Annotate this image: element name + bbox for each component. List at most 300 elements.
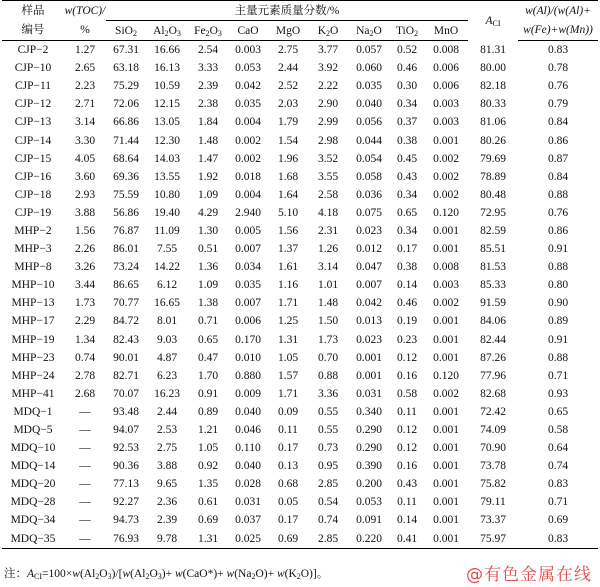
table-cell: 1.64 — [277, 188, 299, 201]
table-cell: 72.95 — [480, 206, 506, 219]
table-cell: 0.65 — [396, 206, 418, 219]
header-oxide: $Na_2O$ — [348, 21, 390, 41]
table-cell: 0.010 — [235, 351, 261, 364]
table-cell: 10.80 — [154, 188, 180, 201]
table-cell: — — [79, 496, 91, 509]
sample-id: CJP−13 — [14, 116, 52, 129]
table-cell: 0.013 — [356, 315, 382, 328]
table-row — [2, 186, 598, 204]
table-cell: 1.92 — [197, 170, 219, 183]
table-note: 注：$A_{CI}=100\times w(Al_2O_3)/[w(Al_2O_3)+ w(CaO*)+ w(Na_2O)+ w(K_2O)]$。 — [4, 568, 329, 581]
table-cell: 70.90 — [480, 442, 506, 455]
table-cell: 80.33 — [480, 98, 506, 111]
table-cell: 0.46 — [396, 62, 418, 75]
table-cell: 2.03 — [277, 98, 299, 111]
table-cell: 67.31 — [113, 44, 139, 57]
table-cell: 0.001 — [433, 243, 459, 256]
table-cell: 0.001 — [356, 369, 382, 382]
table-cell: — — [64, 530, 106, 549]
table-cell: 1.71 — [277, 297, 299, 310]
table-cell: 1.68 — [277, 170, 299, 183]
table-cell: 66.86 — [113, 116, 139, 129]
table-cell: 0.43 — [396, 478, 418, 491]
table-cell: 0.19 — [396, 315, 418, 328]
table-cell: 0.040 — [235, 405, 261, 418]
table-cell: 0.003 — [433, 98, 459, 111]
table-cell: 3.14 — [74, 116, 96, 129]
table-row — [2, 204, 598, 222]
table-cell: 0.008 — [433, 44, 459, 57]
table-cell: 16.23 — [154, 387, 180, 400]
table-cell: 0.007 — [235, 243, 261, 256]
table-cell: 0.74 — [317, 514, 339, 527]
table-cell: 0.51 — [197, 243, 219, 256]
header-ratio-2: w(Fe)+w(Mn)) — [518, 21, 598, 41]
table-cell: 2.68 — [74, 387, 96, 400]
table-cell: 1.61 — [277, 261, 299, 274]
table-cell: 8.01 — [156, 315, 178, 328]
table-cell: 0.007 — [235, 297, 261, 310]
table-cell: 70.77 — [113, 297, 139, 310]
table-cell: 0.054 — [356, 152, 382, 165]
table-cell: 0.340 — [356, 405, 382, 418]
table-cell: 0.58 — [547, 424, 569, 437]
sample-id: MDQ−20 — [10, 478, 56, 491]
table-cell: 72.42 — [480, 405, 506, 418]
table-cell: 81.31 — [480, 43, 506, 56]
table-cell: 0.023 — [356, 224, 382, 237]
table-cell: 3.30 — [74, 134, 96, 147]
table-cell: 73.37 — [480, 514, 506, 527]
table-cell: 5.10 — [277, 206, 299, 219]
table-cell: 0.52 — [396, 44, 418, 57]
table-cell: 0.71 — [197, 315, 219, 328]
table-row — [2, 150, 598, 168]
table-cell: 0.220 — [348, 530, 390, 549]
table-cell: 0.46 — [396, 297, 418, 310]
table-cell: 75.59 — [113, 188, 139, 201]
table-row — [2, 530, 598, 549]
table-cell: 2.65 — [74, 62, 96, 75]
table-cell: 0.88 — [547, 351, 569, 364]
table-cell: 1.54 — [277, 134, 299, 147]
table-cell: 9.03 — [156, 333, 178, 346]
table-cell: 2.31 — [317, 224, 339, 237]
header-oxide: MgO — [268, 21, 308, 41]
sample-id: MDQ−34 — [10, 514, 56, 527]
header-toc-unit: % — [64, 21, 106, 41]
table-cell: 0.93 — [547, 387, 569, 400]
table-cell: 0.002 — [433, 297, 459, 310]
table-cell: — — [79, 460, 91, 473]
header-oxide: $Al_2O_3$ — [146, 21, 188, 41]
table-cell: 94.07 — [113, 424, 139, 437]
table-cell: 80.00 — [480, 62, 506, 75]
table-cell: 1.48 — [197, 134, 219, 147]
table-row — [2, 312, 598, 330]
table-cell: 2.44 — [156, 405, 178, 418]
table-cell: 0.14 — [396, 514, 418, 527]
table-cell: 1.73 — [317, 333, 339, 346]
table-cell: 0.053 — [235, 62, 261, 75]
table-cell: 0.035 — [356, 80, 382, 93]
table-cell: 1.84 — [197, 116, 219, 129]
table-cell: 3.14 — [317, 261, 339, 274]
table-cell: 1.05 — [197, 442, 219, 455]
table-cell: 1.16 — [277, 279, 299, 292]
table-cell: 0.64 — [547, 442, 569, 455]
table-cell: — — [79, 478, 91, 491]
table-cell: 0.053 — [356, 496, 382, 509]
table-cell: 0.17 — [277, 442, 299, 455]
table-cell: 0.41 — [390, 530, 424, 549]
table-cell: 0.002 — [235, 152, 261, 165]
table-cell: 2.75 — [156, 442, 178, 455]
table-cell: 0.37 — [396, 116, 418, 129]
table-cell: 2.75 — [277, 44, 299, 57]
table-cell: 72.06 — [113, 98, 139, 111]
table-cell: 1.56 — [277, 224, 299, 237]
table-cell: 63.18 — [113, 62, 139, 75]
header-aci: $A_{CI}$ — [468, 1, 518, 41]
sample-id: CJP−2 — [17, 44, 49, 57]
sample-id: CJP−19 — [14, 206, 52, 219]
table-cell: 0.68 — [277, 478, 299, 491]
table-cell: 0.034 — [235, 261, 261, 274]
table-cell: 0.002 — [235, 134, 261, 147]
table-cell: 0.88 — [547, 261, 569, 274]
table-cell: 85.51 — [480, 243, 506, 256]
table-cell: 0.002 — [433, 387, 459, 400]
table-cell: 0.17 — [396, 243, 418, 256]
table-cell: 0.001 — [433, 315, 459, 328]
table-cell: 84.72 — [113, 315, 139, 328]
sample-id: MHP−8 — [14, 261, 52, 274]
table-cell: 2.93 — [74, 188, 96, 201]
table-row — [2, 439, 598, 457]
table-cell: 9.65 — [156, 478, 178, 491]
header-oxide: TiO$_2$ — [390, 21, 424, 41]
table-cell: 0.88 — [547, 188, 569, 201]
table-cell: 0.55 — [317, 405, 339, 418]
table-cell: 0.031 — [235, 496, 261, 509]
table-row — [2, 168, 598, 186]
table-cell: 0.84 — [547, 116, 569, 129]
table-cell: 0.001 — [433, 460, 459, 473]
table-cell: 94.73 — [113, 514, 139, 527]
table-row — [2, 258, 598, 276]
table-cell: 3.33 — [197, 62, 219, 75]
table-cell: 1.56 — [74, 224, 96, 237]
table-cell: 0.34 — [396, 188, 418, 201]
table-cell: 80.48 — [480, 188, 506, 201]
sample-id: MDQ−14 — [10, 460, 56, 473]
header-major-elements: 主量元素质量分数/% — [106, 1, 468, 21]
table-cell: 0.86 — [547, 224, 569, 237]
table-cell: 0.13 — [277, 460, 299, 473]
table-cell: 2.38 — [197, 98, 219, 111]
table-cell: 0.87 — [547, 152, 569, 165]
table-cell: 1.09 — [197, 188, 219, 201]
table-cell: 79.69 — [480, 152, 506, 165]
table-cell: 0.005 — [235, 224, 261, 237]
table-cell: 0.45 — [396, 152, 418, 165]
table-cell: 0.031 — [356, 387, 382, 400]
table-cell: 0.71 — [547, 496, 569, 509]
header-oxide: $Fe_2O_3$ — [188, 21, 228, 41]
sample-id: CJP−12 — [14, 98, 52, 111]
table-cell: 1.50 — [317, 315, 339, 328]
table-row — [2, 385, 598, 403]
table-cell: 0.001 — [433, 224, 459, 237]
table-cell: 0.057 — [356, 44, 382, 57]
table-cell: 12.15 — [154, 98, 180, 111]
sample-id: MDQ−5 — [13, 424, 53, 437]
table-cell: 76.93 — [106, 530, 146, 549]
table-body — [2, 41, 598, 549]
table-cell: 0.09 — [277, 405, 299, 418]
table-cell: 1.34 — [74, 333, 96, 346]
table-cell: 0.61 — [197, 496, 219, 509]
sample-id: MHP−41 — [11, 387, 55, 400]
table-row — [2, 493, 598, 511]
table-cell: 0.044 — [356, 134, 382, 147]
table-cell: 0.200 — [356, 478, 382, 491]
table-cell: 0.11 — [397, 405, 417, 418]
table-cell: 73.78 — [480, 460, 506, 473]
table-cell: 3.92 — [317, 62, 339, 75]
table-cell: 4.29 — [197, 206, 219, 219]
table-cell: 0.075 — [356, 206, 382, 219]
table-cell: 0.55 — [317, 424, 339, 437]
table-cell: 0.12 — [396, 442, 418, 455]
table-cell: 0.042 — [356, 297, 382, 310]
table-cell: 0.120 — [433, 369, 459, 382]
table-cell: 3.36 — [317, 387, 339, 400]
table-cell: 2.39 — [197, 80, 219, 93]
table-cell: — — [79, 514, 91, 527]
sample-id: MDQ−1 — [13, 405, 53, 418]
table-cell: 73.24 — [113, 261, 139, 274]
table-row — [2, 41, 598, 60]
table-row — [2, 349, 598, 367]
table-cell: 81.06 — [480, 116, 506, 129]
table-cell: 1.37 — [277, 243, 299, 256]
table-cell: 4.18 — [317, 206, 339, 219]
sample-id: MDQ−35 — [2, 530, 64, 549]
sample-id: MDQ−28 — [10, 496, 56, 509]
table-cell: 1.26 — [317, 243, 339, 256]
header-sample-2: 编号 — [2, 21, 64, 41]
table-cell: 1.31 — [277, 333, 299, 346]
table-cell: 0.023 — [356, 333, 382, 346]
table-cell: 0.040 — [235, 460, 261, 473]
table-cell: 0.76 — [547, 80, 569, 93]
table-cell: 0.78 — [547, 62, 569, 75]
table-cell: 1.31 — [188, 530, 228, 549]
table-cell: 3.44 — [74, 279, 96, 292]
table-cell: 90.36 — [113, 460, 139, 473]
table-cell: 0.05 — [277, 496, 299, 509]
table-cell: 0.11 — [397, 496, 417, 509]
table-cell: 1.35 — [197, 478, 219, 491]
table-cell: 86.65 — [113, 279, 139, 292]
table-cell: 0.30 — [396, 80, 418, 93]
table-cell: 0.12 — [396, 351, 418, 364]
table-cell: 16.13 — [154, 62, 180, 75]
sample-id: MHP−3 — [14, 243, 52, 256]
table-cell: 82.43 — [113, 333, 139, 346]
table-cell: 1.48 — [317, 297, 339, 310]
table-cell: 0.002 — [433, 188, 459, 201]
table-row — [2, 222, 598, 240]
table-cell: 6.12 — [156, 279, 178, 292]
table-cell: 2.52 — [277, 80, 299, 93]
table-cell: 91.59 — [480, 297, 506, 310]
table-cell: 2.36 — [156, 496, 178, 509]
table-cell: 0.006 — [433, 62, 459, 75]
table-cell: 0.17 — [277, 514, 299, 527]
table-cell: 3.55 — [317, 170, 339, 183]
table-cell: 0.38 — [396, 261, 418, 274]
header-oxide: $K_2O$ — [308, 21, 348, 41]
table-cell: 2.26 — [74, 243, 96, 256]
table-cell: 0.047 — [356, 261, 382, 274]
table-cell: 82.68 — [480, 387, 506, 400]
table-cell: 0.008 — [433, 261, 459, 274]
table-cell: 2.39 — [156, 514, 178, 527]
table-cell: 82.71 — [113, 369, 139, 382]
table-cell: 2.85 — [308, 530, 348, 549]
table-cell: 0.001 — [433, 478, 459, 491]
table-cell: 0.120 — [433, 206, 459, 219]
table-cell: 0.86 — [547, 134, 569, 147]
table-cell: 0.001 — [433, 333, 459, 346]
header-oxide: SiO$_2$ — [106, 21, 146, 41]
table-cell: 16.66 — [154, 44, 180, 57]
table-cell: 0.43 — [396, 170, 418, 183]
table-cell: 0.88 — [317, 369, 339, 382]
table-cell: 78.89 — [480, 170, 506, 183]
table-cell: 1.25 — [277, 315, 299, 328]
table-cell: 85.33 — [480, 279, 506, 292]
table-cell: 2.99 — [317, 116, 339, 129]
sample-id: MHP−2 — [14, 224, 52, 237]
table-cell: 19.40 — [154, 206, 180, 219]
table-cell: 0.003 — [433, 279, 459, 292]
table-cell: 2.98 — [317, 134, 339, 147]
table-cell: 71.44 — [113, 134, 139, 147]
table-row — [2, 331, 598, 349]
table-cell: 0.002 — [433, 152, 459, 165]
table-row — [2, 475, 598, 493]
table-cell: 0.035 — [235, 279, 261, 292]
table-cell: 0.83 — [547, 44, 569, 57]
sample-id: MHP−24 — [11, 369, 55, 382]
table-cell: 87.26 — [480, 351, 506, 364]
table-row — [2, 294, 598, 312]
table-cell: 0.056 — [356, 116, 382, 129]
table-cell: 82.44 — [480, 333, 506, 346]
table-cell: 0.95 — [317, 460, 339, 473]
table-cell: 2.90 — [317, 98, 339, 111]
table-cell: 3.26 — [74, 261, 96, 274]
table-cell: 10.59 — [154, 80, 180, 93]
table-cell: 0.23 — [396, 333, 418, 346]
table-cell: 13.55 — [154, 170, 180, 183]
table-cell: 74.09 — [480, 424, 506, 437]
table-cell: 0.83 — [518, 530, 598, 549]
table-cell: 11.09 — [154, 224, 180, 237]
table-row — [2, 367, 598, 385]
table-cell: 77.96 — [480, 369, 506, 382]
table-cell: 0.001 — [424, 530, 468, 549]
table-cell: 0.16 — [396, 369, 418, 382]
table-cell: 0.65 — [547, 405, 569, 418]
table-cell: 0.65 — [197, 333, 219, 346]
table-cell: 2.71 — [74, 98, 96, 111]
table-cell: 75.82 — [480, 478, 506, 491]
table-cell: 2.44 — [277, 62, 299, 75]
sample-id: CJP−14 — [14, 134, 52, 147]
table-cell: — — [79, 405, 91, 418]
table-cell: 0.38 — [396, 134, 418, 147]
table-cell: 90.01 — [113, 351, 139, 364]
table-cell: — — [79, 442, 91, 455]
table-cell: 0.69 — [547, 514, 569, 527]
table-cell: 0.028 — [235, 478, 261, 491]
table-row — [2, 421, 598, 439]
table-cell: 0.042 — [235, 80, 261, 93]
table-cell: 2.54 — [197, 44, 219, 57]
table-cell: 1.30 — [197, 224, 219, 237]
table-cell: 0.001 — [356, 351, 382, 364]
table-cell: 75.29 — [113, 80, 139, 93]
table-row — [2, 457, 598, 475]
table-cell: 69.36 — [113, 170, 139, 183]
header-ratio: w(Al)/(w(Al)+ — [518, 1, 598, 21]
table-cell: 3.88 — [74, 206, 96, 219]
table-cell: 93.48 — [113, 405, 139, 418]
table-row — [2, 511, 598, 529]
table-cell: 0.058 — [356, 170, 382, 183]
table-cell: 1.57 — [277, 369, 299, 382]
table-cell: 0.018 — [235, 170, 261, 183]
table-cell: 0.76 — [547, 206, 569, 219]
table-cell: 0.54 — [317, 496, 339, 509]
table-cell: 1.38 — [197, 297, 219, 310]
table-cell: 0.70 — [317, 351, 339, 364]
table-cell: 0.11 — [278, 424, 298, 437]
table-row — [2, 131, 598, 149]
table-cell: 0.880 — [235, 369, 261, 382]
table-cell: 84.06 — [480, 315, 506, 328]
table-cell: 1.05 — [277, 351, 299, 364]
table-cell: 0.110 — [235, 442, 261, 455]
table-cell: 0.12 — [396, 424, 418, 437]
table-cell: 0.84 — [547, 170, 569, 183]
table-cell: 1.79 — [277, 116, 299, 129]
table-cell: 0.91 — [197, 387, 219, 400]
table-cell: 0.14 — [396, 279, 418, 292]
table-cell: 0.290 — [356, 424, 382, 437]
table-cell: 0.89 — [197, 405, 219, 418]
table-cell: 0.035 — [235, 98, 261, 111]
table-cell: 0.002 — [433, 170, 459, 183]
table-cell: 6.23 — [156, 369, 178, 382]
table-cell: 92.53 — [113, 442, 139, 455]
table-cell: 0.025 — [228, 530, 268, 549]
